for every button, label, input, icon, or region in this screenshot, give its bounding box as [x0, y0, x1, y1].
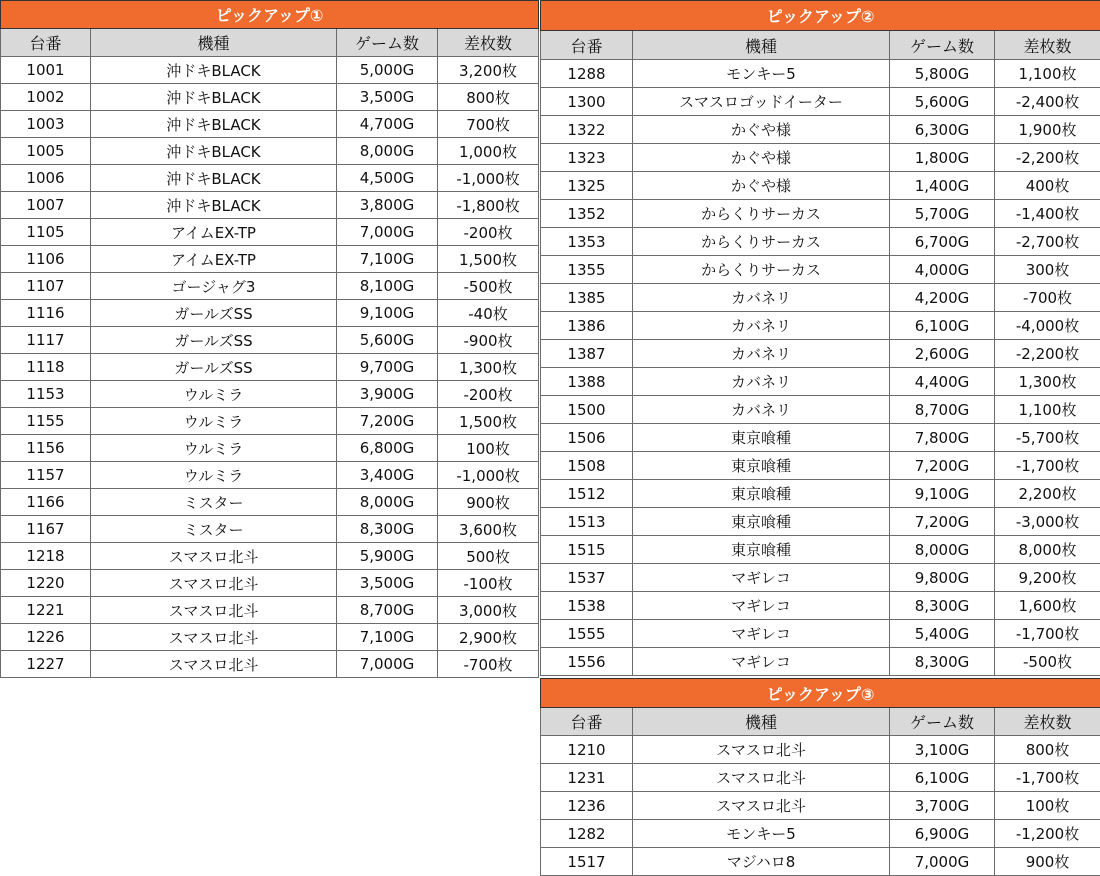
cell-games: 9,800G — [890, 564, 995, 592]
cell-dai: 1117 — [1, 327, 91, 354]
cell-diff: -2,200枚 — [995, 340, 1100, 368]
cell-games: 9,100G — [337, 300, 438, 327]
cell-kishu: 東京喰種 — [633, 480, 890, 508]
cell-kishu: ウルミラ — [91, 435, 337, 462]
cell-dai: 1538 — [541, 592, 633, 620]
cell-kishu: マギレコ — [633, 648, 890, 676]
cell-games: 4,700G — [337, 111, 438, 138]
cell-dai: 1555 — [541, 620, 633, 648]
table-body — [1, 57, 539, 678]
cell-games: 7,100G — [337, 624, 438, 651]
table-row — [1, 624, 539, 651]
cell-kishu: カバネリ — [633, 340, 890, 368]
cell-kishu: スマスロ北斗 — [91, 543, 337, 570]
cell-kishu: ウルミラ — [91, 408, 337, 435]
cell-dai: 1515 — [541, 536, 633, 564]
cell-games: 6,900G — [890, 820, 995, 848]
table-row — [1, 651, 539, 678]
cell-dai: 1282 — [541, 820, 633, 848]
cell-kishu: からくりサーカス — [633, 228, 890, 256]
title-row — [541, 1, 1100, 31]
cell-diff: 3,200枚 — [438, 57, 539, 84]
table-body — [541, 60, 1100, 676]
cell-diff: -500枚 — [995, 648, 1100, 676]
cell-games: 2,600G — [890, 340, 995, 368]
cell-games: 5,400G — [890, 620, 995, 648]
cell-kishu: スマスロ北斗 — [633, 764, 890, 792]
cell-kishu: ウルミラ — [91, 381, 337, 408]
cell-diff: 8,000枚 — [995, 536, 1100, 564]
title-row — [541, 679, 1100, 708]
cell-dai: 1106 — [1, 246, 91, 273]
cell-diff: -1,700枚 — [995, 620, 1100, 648]
cell-dai: 1227 — [1, 651, 91, 678]
cell-dai: 1556 — [541, 648, 633, 676]
cell-diff: -200枚 — [438, 381, 539, 408]
table-row — [1, 111, 539, 138]
cell-kishu: 沖ドキBLACK — [91, 138, 337, 165]
cell-diff: 100枚 — [995, 792, 1100, 820]
cell-kishu: 沖ドキBLACK — [91, 165, 337, 192]
cell-dai: 1288 — [541, 60, 633, 88]
table-row — [541, 592, 1100, 620]
cell-diff: 1,900枚 — [995, 116, 1100, 144]
cell-diff: 1,500枚 — [438, 246, 539, 273]
cell-dai: 1323 — [541, 144, 633, 172]
cell-diff: 1,100枚 — [995, 396, 1100, 424]
table-row — [541, 396, 1100, 424]
cell-games: 4,400G — [890, 368, 995, 396]
cell-kishu: ウルミラ — [91, 462, 337, 489]
table-row — [1, 219, 539, 246]
cell-games: 8,300G — [890, 592, 995, 620]
table-row — [541, 88, 1100, 116]
cell-games: 4,500G — [337, 165, 438, 192]
cell-diff: -1,800枚 — [438, 192, 539, 219]
table-row — [541, 172, 1100, 200]
cell-diff: -2,700枚 — [995, 228, 1100, 256]
table-row — [1, 192, 539, 219]
cell-diff: 2,200枚 — [995, 480, 1100, 508]
table-row — [541, 256, 1100, 284]
table-row — [1, 273, 539, 300]
cell-diff: 100枚 — [438, 435, 539, 462]
cell-kishu: 東京喰種 — [633, 424, 890, 452]
title-row — [1, 1, 539, 29]
cell-dai: 1353 — [541, 228, 633, 256]
cell-kishu: 東京喰種 — [633, 508, 890, 536]
cell-dai: 1537 — [541, 564, 633, 592]
table-row — [1, 354, 539, 381]
cell-dai: 1221 — [1, 597, 91, 624]
cell-diff: 700枚 — [438, 111, 539, 138]
cell-diff: -500枚 — [438, 273, 539, 300]
cell-dai: 1355 — [541, 256, 633, 284]
cell-kishu: ガールズSS — [91, 300, 337, 327]
table-row — [541, 848, 1100, 876]
header-diff: 差枚数 — [438, 29, 539, 57]
cell-kishu: かぐや様 — [633, 144, 890, 172]
table-row — [1, 489, 539, 516]
header-row — [1, 29, 539, 57]
cell-kishu: マギレコ — [633, 620, 890, 648]
cell-dai: 1508 — [541, 452, 633, 480]
cell-games: 7,000G — [337, 219, 438, 246]
cell-dai: 1105 — [1, 219, 91, 246]
table-row — [541, 228, 1100, 256]
cell-dai: 1236 — [541, 792, 633, 820]
table-row — [1, 543, 539, 570]
cell-dai: 1116 — [1, 300, 91, 327]
cell-diff: -1,700枚 — [995, 764, 1100, 792]
cell-kishu: アイムEX-TP — [91, 246, 337, 273]
cell-kishu: ガールズSS — [91, 327, 337, 354]
cell-games: 1,800G — [890, 144, 995, 172]
cell-kishu: スマスロ北斗 — [91, 624, 337, 651]
cell-dai: 1220 — [1, 570, 91, 597]
cell-games: 3,500G — [337, 84, 438, 111]
cell-diff: 1,300枚 — [995, 368, 1100, 396]
table-row — [541, 480, 1100, 508]
cell-diff: 800枚 — [995, 736, 1100, 764]
cell-diff: -1,200枚 — [995, 820, 1100, 848]
table-row — [1, 138, 539, 165]
cell-kishu: マギレコ — [633, 592, 890, 620]
cell-kishu: スマスロ北斗 — [633, 736, 890, 764]
cell-games: 3,400G — [337, 462, 438, 489]
cell-diff: 900枚 — [995, 848, 1100, 876]
table-row — [1, 327, 539, 354]
table-row — [541, 424, 1100, 452]
table-row — [1, 246, 539, 273]
cell-kishu: スマスロ北斗 — [91, 570, 337, 597]
cell-dai: 1006 — [1, 165, 91, 192]
cell-dai: 1166 — [1, 489, 91, 516]
cell-dai: 1003 — [1, 111, 91, 138]
cell-kishu: カバネリ — [633, 368, 890, 396]
cell-dai: 1167 — [1, 516, 91, 543]
table-row — [541, 536, 1100, 564]
cell-games: 5,000G — [337, 57, 438, 84]
cell-diff: 1,500枚 — [438, 408, 539, 435]
cell-diff: 1,000枚 — [438, 138, 539, 165]
cell-diff: 1,300枚 — [438, 354, 539, 381]
cell-games: 8,300G — [337, 516, 438, 543]
cell-kishu: 沖ドキBLACK — [91, 84, 337, 111]
cell-kishu: ガールズSS — [91, 354, 337, 381]
header-kishu: 機種 — [633, 708, 890, 736]
cell-kishu: スマスロ北斗 — [91, 651, 337, 678]
pickup-table-1 — [0, 0, 538, 678]
cell-diff: -2,200枚 — [995, 144, 1100, 172]
cell-kishu: スマスロ北斗 — [91, 597, 337, 624]
cell-diff: -40枚 — [438, 300, 539, 327]
cell-games: 8,100G — [337, 273, 438, 300]
header-row — [541, 708, 1100, 736]
table-row — [1, 516, 539, 543]
cell-games: 7,000G — [337, 651, 438, 678]
cell-games: 6,300G — [890, 116, 995, 144]
cell-dai: 1007 — [1, 192, 91, 219]
cell-dai: 1517 — [541, 848, 633, 876]
table-title: ピックアップ② — [541, 1, 1100, 31]
cell-kishu: マジハロ8 — [633, 848, 890, 876]
cell-diff: -100枚 — [438, 570, 539, 597]
header-diff: 差枚数 — [995, 31, 1100, 60]
table-row — [1, 462, 539, 489]
pickup-table-2-grid — [540, 0, 1100, 676]
table-row — [541, 508, 1100, 536]
table-row — [541, 368, 1100, 396]
cell-kishu: 東京喰種 — [633, 452, 890, 480]
cell-games: 3,800G — [337, 192, 438, 219]
cell-diff: 3,000枚 — [438, 597, 539, 624]
table-row — [541, 144, 1100, 172]
cell-kishu: ミスター — [91, 489, 337, 516]
table-row — [1, 300, 539, 327]
cell-dai: 1118 — [1, 354, 91, 381]
cell-diff: 1,600枚 — [995, 592, 1100, 620]
cell-diff: -1,000枚 — [438, 462, 539, 489]
cell-games: 5,600G — [337, 327, 438, 354]
cell-games: 9,100G — [890, 480, 995, 508]
pickup-table-3-grid — [540, 678, 1100, 876]
table-row — [1, 165, 539, 192]
cell-dai: 1156 — [1, 435, 91, 462]
table-row — [541, 736, 1100, 764]
table-row — [1, 57, 539, 84]
cell-dai: 1386 — [541, 312, 633, 340]
cell-diff: -1,700枚 — [995, 452, 1100, 480]
cell-games: 4,000G — [890, 256, 995, 284]
cell-dai: 1107 — [1, 273, 91, 300]
cell-kishu: スマスロ北斗 — [633, 792, 890, 820]
header-games: ゲーム数 — [337, 29, 438, 57]
cell-games: 5,700G — [890, 200, 995, 228]
cell-diff: -700枚 — [995, 284, 1100, 312]
cell-diff: 800枚 — [438, 84, 539, 111]
cell-dai: 1322 — [541, 116, 633, 144]
cell-dai: 1385 — [541, 284, 633, 312]
cell-dai: 1506 — [541, 424, 633, 452]
pickup-table-1-grid — [0, 0, 539, 678]
cell-kishu: かぐや様 — [633, 172, 890, 200]
cell-dai: 1512 — [541, 480, 633, 508]
cell-kishu: ゴージャグ3 — [91, 273, 337, 300]
table-title: ピックアップ③ — [541, 679, 1100, 708]
cell-diff: -900枚 — [438, 327, 539, 354]
table-row — [541, 792, 1100, 820]
cell-kishu: カバネリ — [633, 396, 890, 424]
cell-diff: -700枚 — [438, 651, 539, 678]
table-row — [541, 820, 1100, 848]
table-row — [541, 764, 1100, 792]
cell-dai: 1001 — [1, 57, 91, 84]
cell-dai: 1387 — [541, 340, 633, 368]
cell-diff: -1,000枚 — [438, 165, 539, 192]
cell-games: 8,000G — [890, 536, 995, 564]
cell-diff: -2,400枚 — [995, 88, 1100, 116]
cell-games: 3,500G — [337, 570, 438, 597]
cell-games: 9,700G — [337, 354, 438, 381]
table-row — [1, 597, 539, 624]
cell-games: 5,900G — [337, 543, 438, 570]
cell-kishu: からくりサーカス — [633, 256, 890, 284]
header-dai: 台番 — [541, 708, 633, 736]
cell-games: 6,800G — [337, 435, 438, 462]
cell-kishu: マギレコ — [633, 564, 890, 592]
cell-kishu: カバネリ — [633, 312, 890, 340]
cell-games: 6,100G — [890, 764, 995, 792]
cell-kishu: からくりサーカス — [633, 200, 890, 228]
table-row — [541, 648, 1100, 676]
cell-games: 7,100G — [337, 246, 438, 273]
cell-dai: 1325 — [541, 172, 633, 200]
table-row — [541, 620, 1100, 648]
cell-games: 8,700G — [890, 396, 995, 424]
cell-games: 7,200G — [890, 508, 995, 536]
header-games: ゲーム数 — [890, 708, 995, 736]
cell-diff: 9,200枚 — [995, 564, 1100, 592]
table-row — [1, 408, 539, 435]
cell-dai: 1226 — [1, 624, 91, 651]
cell-diff: -4,000枚 — [995, 312, 1100, 340]
cell-games: 8,000G — [337, 489, 438, 516]
header-dai: 台番 — [1, 29, 91, 57]
cell-kishu: モンキー5 — [633, 60, 890, 88]
cell-games: 7,200G — [890, 452, 995, 480]
table-row — [1, 435, 539, 462]
cell-games: 3,700G — [890, 792, 995, 820]
table-title: ピックアップ① — [1, 1, 539, 29]
cell-games: 6,700G — [890, 228, 995, 256]
cell-dai: 1155 — [1, 408, 91, 435]
cell-games: 8,000G — [337, 138, 438, 165]
cell-diff: -5,700枚 — [995, 424, 1100, 452]
cell-diff: 400枚 — [995, 172, 1100, 200]
cell-dai: 1500 — [541, 396, 633, 424]
cell-kishu: スマスロゴッドイーター — [633, 88, 890, 116]
cell-diff: 2,900枚 — [438, 624, 539, 651]
cell-kishu: カバネリ — [633, 284, 890, 312]
cell-games: 3,900G — [337, 381, 438, 408]
header-games: ゲーム数 — [890, 31, 995, 60]
header-kishu: 機種 — [633, 31, 890, 60]
cell-diff: -200枚 — [438, 219, 539, 246]
cell-games: 6,100G — [890, 312, 995, 340]
cell-games: 7,000G — [890, 848, 995, 876]
cell-diff: 300枚 — [995, 256, 1100, 284]
cell-dai: 1218 — [1, 543, 91, 570]
table-body — [541, 736, 1100, 876]
cell-games: 8,300G — [890, 648, 995, 676]
table-row — [541, 564, 1100, 592]
cell-dai: 1352 — [541, 200, 633, 228]
table-row — [541, 116, 1100, 144]
pickup-table-2 — [540, 0, 1100, 676]
cell-diff: 900枚 — [438, 489, 539, 516]
header-diff: 差枚数 — [995, 708, 1100, 736]
cell-diff: 500枚 — [438, 543, 539, 570]
cell-dai: 1153 — [1, 381, 91, 408]
cell-games: 7,800G — [890, 424, 995, 452]
cell-dai: 1002 — [1, 84, 91, 111]
cell-games: 4,200G — [890, 284, 995, 312]
table-row — [541, 60, 1100, 88]
table-row — [1, 570, 539, 597]
cell-dai: 1157 — [1, 462, 91, 489]
cell-dai: 1210 — [541, 736, 633, 764]
table-row — [1, 381, 539, 408]
cell-games: 5,600G — [890, 88, 995, 116]
cell-kishu: モンキー5 — [633, 820, 890, 848]
cell-games: 8,700G — [337, 597, 438, 624]
cell-kishu: ミスター — [91, 516, 337, 543]
table-row — [541, 200, 1100, 228]
header-kishu: 機種 — [91, 29, 337, 57]
cell-diff: 1,100枚 — [995, 60, 1100, 88]
cell-kishu: 東京喰種 — [633, 536, 890, 564]
table-row — [541, 340, 1100, 368]
cell-games: 3,100G — [890, 736, 995, 764]
cell-games: 1,400G — [890, 172, 995, 200]
cell-dai: 1300 — [541, 88, 633, 116]
cell-games: 7,200G — [337, 408, 438, 435]
cell-kishu: 沖ドキBLACK — [91, 192, 337, 219]
table-row — [541, 284, 1100, 312]
cell-kishu: 沖ドキBLACK — [91, 111, 337, 138]
header-row — [541, 31, 1100, 60]
cell-dai: 1513 — [541, 508, 633, 536]
cell-dai: 1388 — [541, 368, 633, 396]
header-dai: 台番 — [541, 31, 633, 60]
cell-kishu: アイムEX-TP — [91, 219, 337, 246]
table-row — [541, 452, 1100, 480]
cell-kishu: 沖ドキBLACK — [91, 57, 337, 84]
cell-dai: 1005 — [1, 138, 91, 165]
pickup-table-3 — [540, 678, 1100, 876]
cell-dai: 1231 — [541, 764, 633, 792]
cell-diff: -1,400枚 — [995, 200, 1100, 228]
cell-diff: 3,600枚 — [438, 516, 539, 543]
cell-games: 5,800G — [890, 60, 995, 88]
cell-kishu: かぐや様 — [633, 116, 890, 144]
cell-diff: -3,000枚 — [995, 508, 1100, 536]
table-row — [1, 84, 539, 111]
table-row — [541, 312, 1100, 340]
